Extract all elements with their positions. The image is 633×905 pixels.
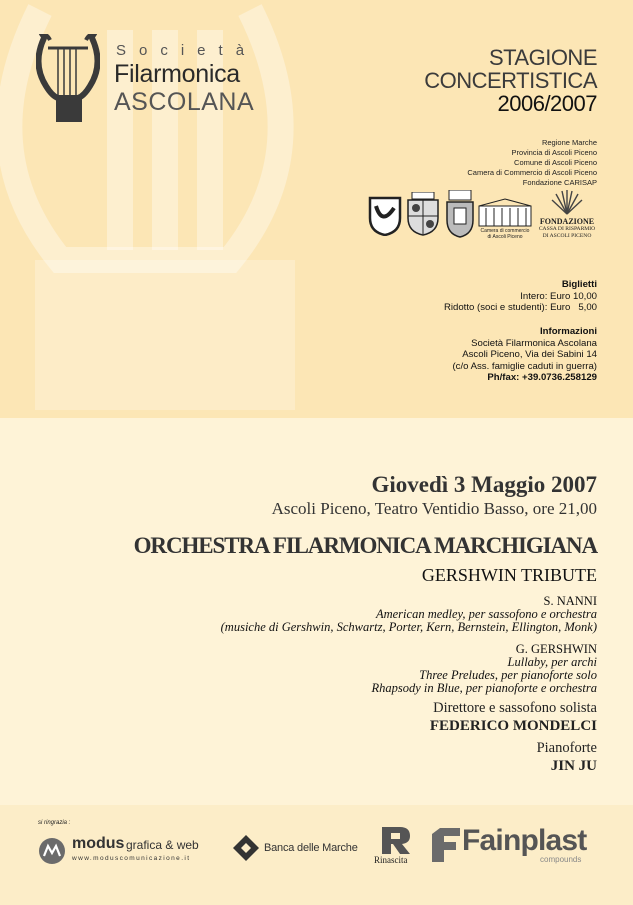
banca-marche-diamond-icon bbox=[232, 834, 260, 862]
event-date: Giovedì 3 Maggio 2007 bbox=[371, 472, 597, 497]
event-place: Ascoli Piceno, Teatro Ventidio Basso, ore 21,00 bbox=[271, 499, 597, 518]
concert-title: GERSHWIN TRIBUTE bbox=[421, 565, 597, 585]
sponsor-item: Provincia di Ascoli Piceno bbox=[511, 148, 597, 157]
work-note: (musiche di Gershwin, Schwartz, Porter, Kern, Bernstein, Ellington, Monk) bbox=[220, 620, 597, 634]
ticket-full-price: Intero: Euro 10,00 bbox=[520, 290, 597, 302]
fainplast-f-icon bbox=[430, 828, 460, 862]
fainplast-sub: compounds bbox=[540, 855, 582, 864]
fondazione-sub2: DI ASCOLI PICENO bbox=[542, 233, 592, 239]
sponsor-item: Fondazione CARISAP bbox=[522, 178, 597, 187]
modus-url: www.moduscomunicazione.it bbox=[72, 855, 191, 862]
fondazione-sunburst-icon bbox=[550, 190, 584, 216]
sponsor-item: Camera di Commercio di Ascoli Piceno bbox=[467, 168, 597, 177]
performer-pianist bbox=[537, 740, 597, 775]
fondazione-title: FONDAZIONE bbox=[539, 217, 595, 226]
camera-commercio-building-icon bbox=[478, 198, 532, 228]
program-item-nanni bbox=[221, 594, 597, 634]
orchestra-name: ORCHESTRA FILARMONICA MARCHIGIANA bbox=[133, 533, 597, 558]
info-heading: Informazioni bbox=[539, 326, 597, 337]
ticket-reduced-price: Ridotto (soci e studenti): Euro 5,00 bbox=[443, 302, 597, 313]
sponsor-crests bbox=[368, 190, 600, 240]
rinascita-name: Rinascita bbox=[374, 855, 408, 865]
performer-name: FEDERICO MONDELCI bbox=[429, 718, 597, 734]
logo-line-societa: Società bbox=[116, 42, 258, 59]
fainplast-logo bbox=[430, 826, 602, 866]
banca-marche-logo bbox=[232, 832, 368, 864]
sponsor-item: Regione Marche bbox=[541, 138, 597, 147]
tickets-block bbox=[444, 279, 597, 314]
season-title bbox=[424, 46, 597, 115]
info-line: (c/o Ass. famiglie caduti in guerra) bbox=[452, 360, 597, 372]
work-title: Lullaby, per archi bbox=[507, 655, 597, 669]
modus-name: modus bbox=[72, 835, 125, 852]
modus-circle-icon bbox=[38, 837, 66, 865]
work-title: American medley, per sassofono e orchestra bbox=[375, 607, 597, 621]
sponsor-list bbox=[467, 138, 597, 188]
season-line-1: STAGIONE bbox=[488, 45, 597, 70]
fainplast-name: Fainplast bbox=[462, 824, 587, 857]
logo-line-filarmonica: Filarmonica bbox=[114, 60, 240, 88]
performer-conductor bbox=[430, 700, 597, 735]
modus-logo bbox=[38, 833, 218, 867]
work-title: Three Preludes, per pianoforte solo bbox=[419, 668, 597, 682]
logo-line-ascolana: ASCOLANA bbox=[114, 88, 255, 116]
thanks-label: si ringrazia : bbox=[38, 820, 71, 826]
fondazione-label bbox=[534, 217, 600, 240]
fondazione-sub1: CASSA DI RISPARMIO bbox=[538, 226, 596, 232]
info-line: Società Filarmonica Ascolana bbox=[471, 337, 597, 349]
camera-label-line2: di Ascoli Piceno bbox=[487, 234, 523, 240]
sponsor-item: Comune di Ascoli Piceno bbox=[514, 158, 597, 167]
tickets-heading: Biglietti bbox=[561, 279, 597, 290]
comune-crest-icon bbox=[446, 190, 474, 238]
performer-role: Direttore e sassofono solista bbox=[433, 700, 597, 716]
lyre-icon bbox=[36, 34, 100, 126]
rinascita-r-icon bbox=[378, 825, 412, 855]
work-title: Rhapsody in Blue, per pianoforte e orchestra bbox=[371, 681, 597, 695]
season-year: 2006/2007 bbox=[497, 91, 597, 116]
provincia-crest-icon bbox=[406, 192, 440, 236]
composer-name: G. GERSHWIN bbox=[515, 642, 597, 656]
regione-marche-crest-icon bbox=[368, 196, 402, 236]
season-line-2: CONCERTISTICA bbox=[424, 68, 597, 93]
modus-tag: grafica & web bbox=[126, 838, 199, 852]
program-item-gershwin bbox=[371, 642, 597, 695]
info-line: Ascoli Piceno, Via dei Sabini 14 bbox=[462, 349, 597, 360]
rinascita-logo bbox=[372, 825, 422, 869]
info-block bbox=[452, 326, 597, 384]
camera-label-line1: Camera di commercio bbox=[480, 228, 530, 234]
composer-name: S. NANNI bbox=[543, 594, 597, 608]
performer-name: JIN JU bbox=[550, 758, 597, 774]
performer-role: Pianoforte bbox=[536, 740, 597, 756]
info-phone: Ph/fax: +39.0736.258129 bbox=[487, 372, 597, 383]
camera-commercio-label bbox=[476, 228, 534, 240]
bank-name: Banca delle Marche bbox=[264, 842, 358, 854]
